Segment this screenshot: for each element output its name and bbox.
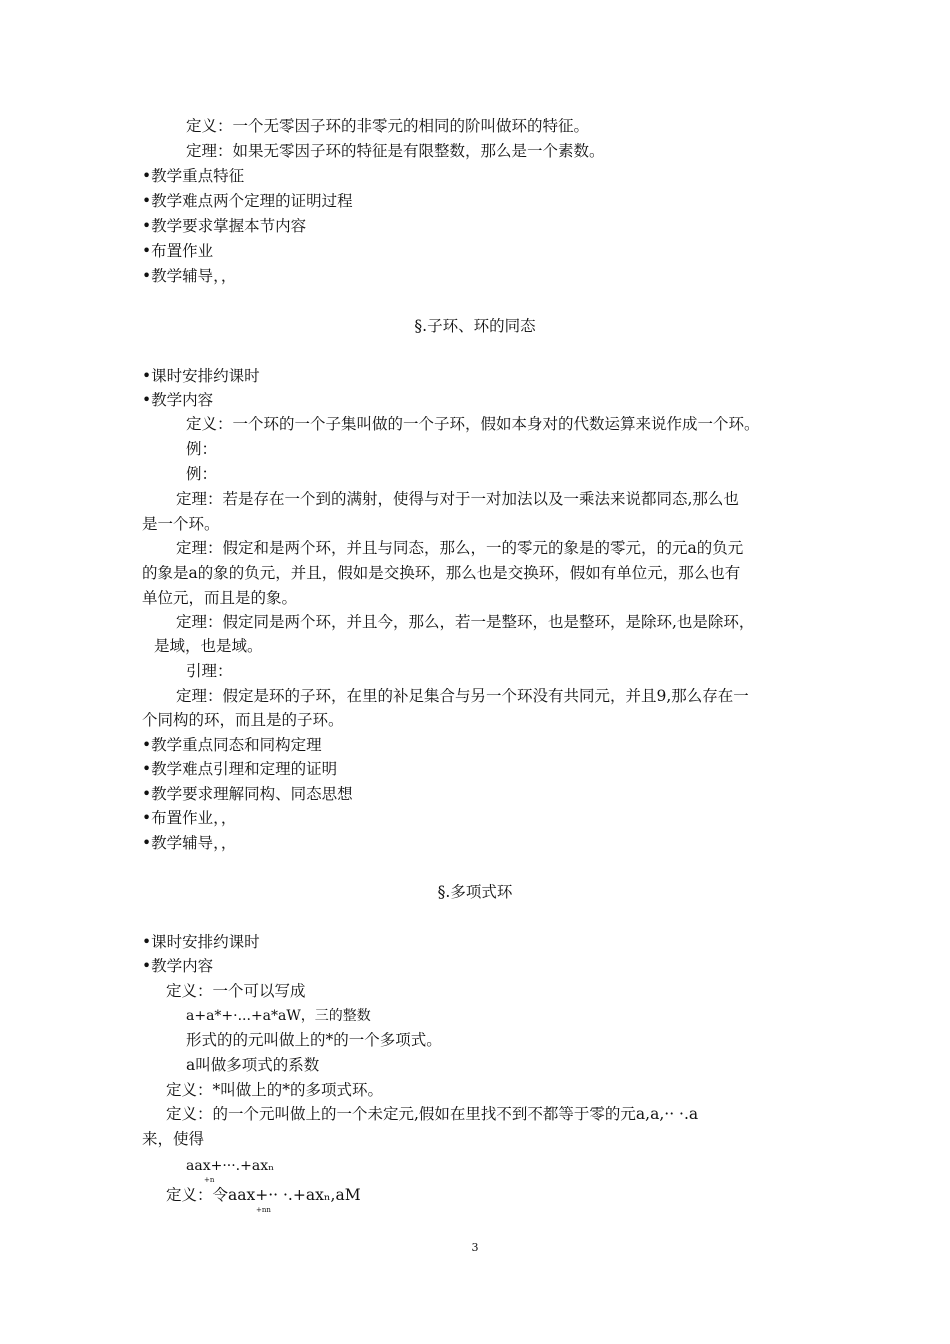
text-line: 的象是a的象的负元，并且，假如是交换环，那么也是交换环，假如有单位元，那么也有: [142, 564, 741, 582]
bullet-item: •教学辅导，，: [142, 834, 237, 852]
formula-subscript: +n: [204, 1176, 215, 1184]
text-line: 引理：: [186, 662, 233, 680]
text-line: a叫做多项式的系数: [186, 1056, 320, 1074]
text-line: 定义：*叫做上的*的多项式环。: [166, 1081, 384, 1099]
text-line: 例：: [186, 440, 218, 458]
formula-subscript: +nn: [256, 1206, 271, 1214]
bullet-item: •教学难点引理和定理的证明: [142, 760, 338, 778]
text-line: 来，使得: [142, 1130, 205, 1148]
text-line: 定义：一个环的一个子集叫做的一个子环，假如本身对的代数运算来说作成一个环。: [186, 415, 760, 433]
bullet-item: •课时安排约课时: [142, 367, 260, 385]
page-number: 3: [471, 1241, 479, 1254]
text-line: 定理：假定同是两个环，并且今，那么，若一是整环，也是整环，是除环,也是除环，: [176, 613, 755, 631]
text-line: 定义：的一个元叫做上的一个未定元,假如在里找不到不都等于零的元a,a,·· ·.a: [166, 1105, 699, 1123]
bullet-item: •布置作业，，: [142, 809, 237, 827]
bullet-item: •教学内容: [142, 391, 214, 409]
section-heading: §.子环、环的同态: [414, 317, 536, 335]
text-line: 形式的的元叫做上的*的一个多项式。: [186, 1031, 442, 1049]
text-line: 定理：假定是环的子环，在里的补足集合与另一个环没有共同元，并且9,那么存在一: [176, 687, 749, 705]
text-line: 定理：假定和是两个环，并且与同态，那么，一的零元的象是的零元，的元a的负元: [176, 539, 744, 557]
text-line: 定义：一个可以写成: [166, 982, 306, 1000]
text-line: 例：: [186, 465, 218, 483]
text-line: 定义：一个无零因子环的非零元的相同的阶叫做环的特征。: [186, 117, 590, 135]
text-line: 定理：若是存在一个到的满射，使得与对于一对加法以及一乘法来说都同态,那么也: [176, 490, 739, 508]
formula-line: a+a*+·...+a*aW，三的整数: [186, 1008, 371, 1024]
bullet-item: •教学辅导，，: [142, 267, 237, 285]
bullet-item: •教学重点特征: [142, 167, 245, 185]
section-heading: §.多项式环: [437, 883, 513, 901]
text-line: 单位元，而且是的象。: [142, 589, 298, 607]
bullet-item: •教学内容: [142, 957, 214, 975]
formula-line: 定义：令aax+·· ·.+axₙ,aM: [166, 1186, 361, 1204]
formula-line: aax+···.+axₙ: [186, 1158, 275, 1174]
bullet-item: •教学重点同态和同构定理: [142, 736, 322, 754]
text-line: 定理：如果无零因子环的特征是有限整数，那么是一个素数。: [186, 142, 605, 160]
bullet-item: •课时安排约课时: [142, 933, 260, 951]
text-line: 是一个环。: [142, 515, 220, 533]
bullet-item: •教学要求掌握本节内容: [142, 217, 307, 235]
bullet-item: •布置作业: [142, 242, 214, 260]
bullet-item: •教学要求理解同构、同态思想: [142, 785, 353, 803]
text-line: 是域，也是域。: [154, 637, 263, 655]
text-line: 个同构的环，而且是的子环。: [142, 711, 344, 729]
bullet-item: •教学难点两个定理的证明过程: [142, 192, 353, 210]
